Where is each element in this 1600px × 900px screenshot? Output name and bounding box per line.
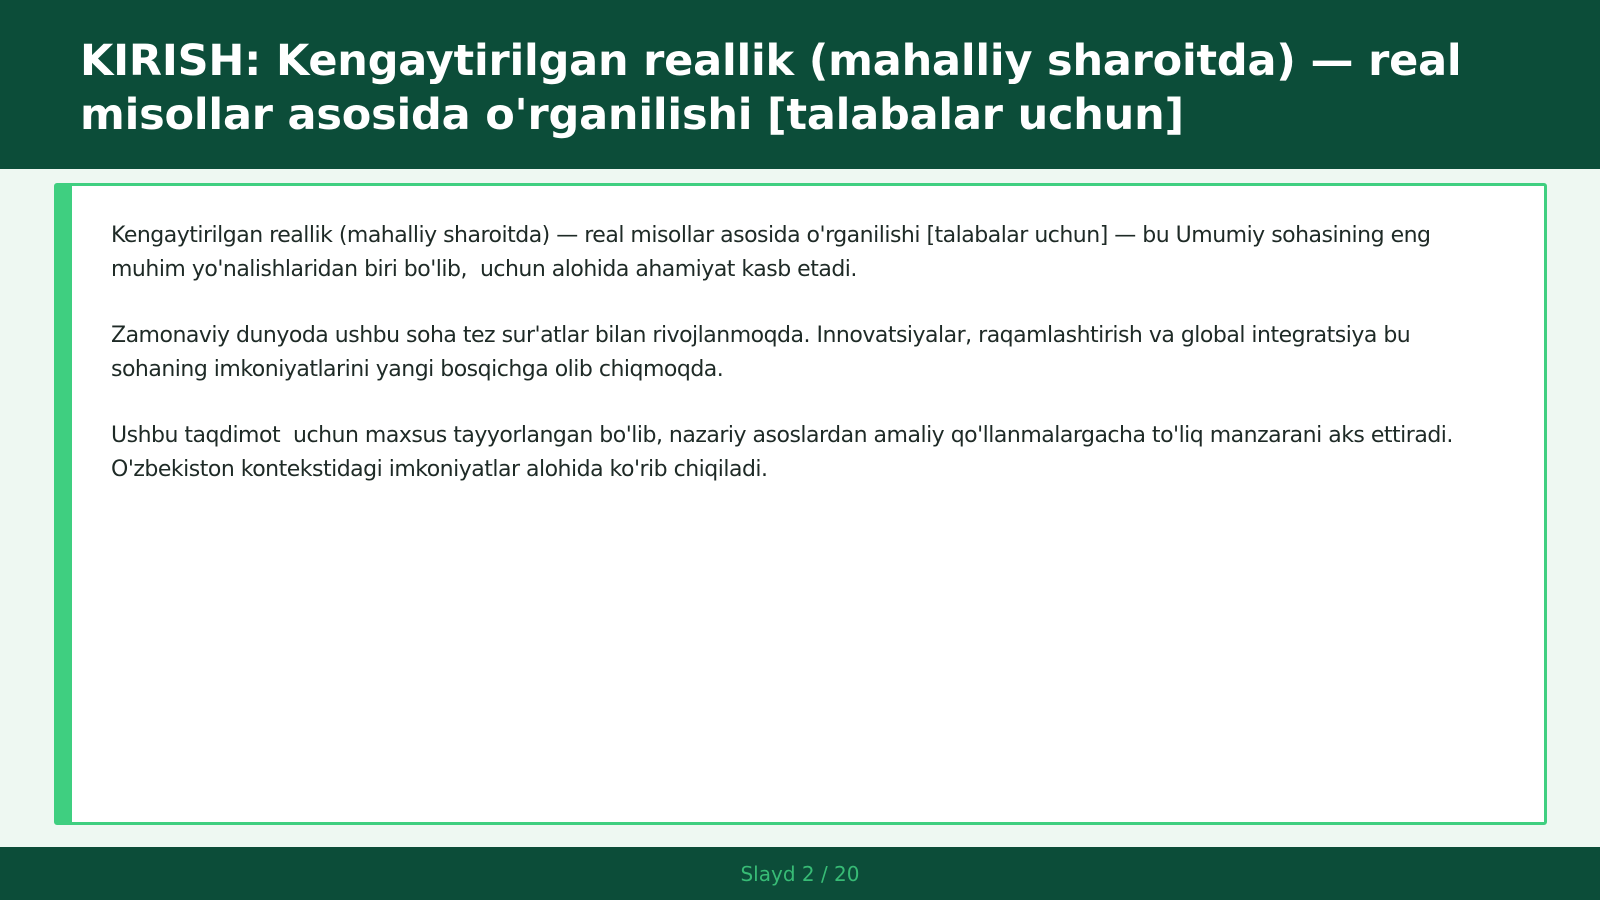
content-paragraph-3: Ushbu taqdimot uchun maxsus tayyorlangan bo'lib, nazariy asoslardan amaliy qo'llanmalargacha to'liq manzarani aks ettiradi. O'zbekiston kontekstidagi imkoniyatlar alohida ko'rib chiqiladi. — [111, 423, 1460, 482]
slide-title: KIRISH: Kengaytirilgan reallik (mahalliy sharoitda) — real misollar asosida o'rganilishi [talabalar uchun] — [80, 36, 1462, 140]
slide-footer — [0, 847, 1600, 900]
content-paragraph-2: Zamonaviy dunyoda ushbu soha tez sur'atlar bilan rivojlanmoqda. Innovatsiyalar, raqamlashtirish va global integratsiya bu sohaning imkoniyatlarini yangi bosqichga olib chiqmoqda. — [111, 323, 1417, 382]
slide-header — [0, 0, 1600, 169]
content-card — [54, 183, 1547, 825]
slide-counter: Slayd 2 / 20 — [740, 861, 860, 886]
content-paragraph-1: Kengaytirilgan reallik (mahalliy sharoitda) — real misollar asosida o'rganilishi [talabalar uchun] — bu Umumiy sohasining eng muhim yo'nalishlaridan biri bo'lib, uchun alohida ahamiyat kasb etadi. — [111, 223, 1438, 282]
